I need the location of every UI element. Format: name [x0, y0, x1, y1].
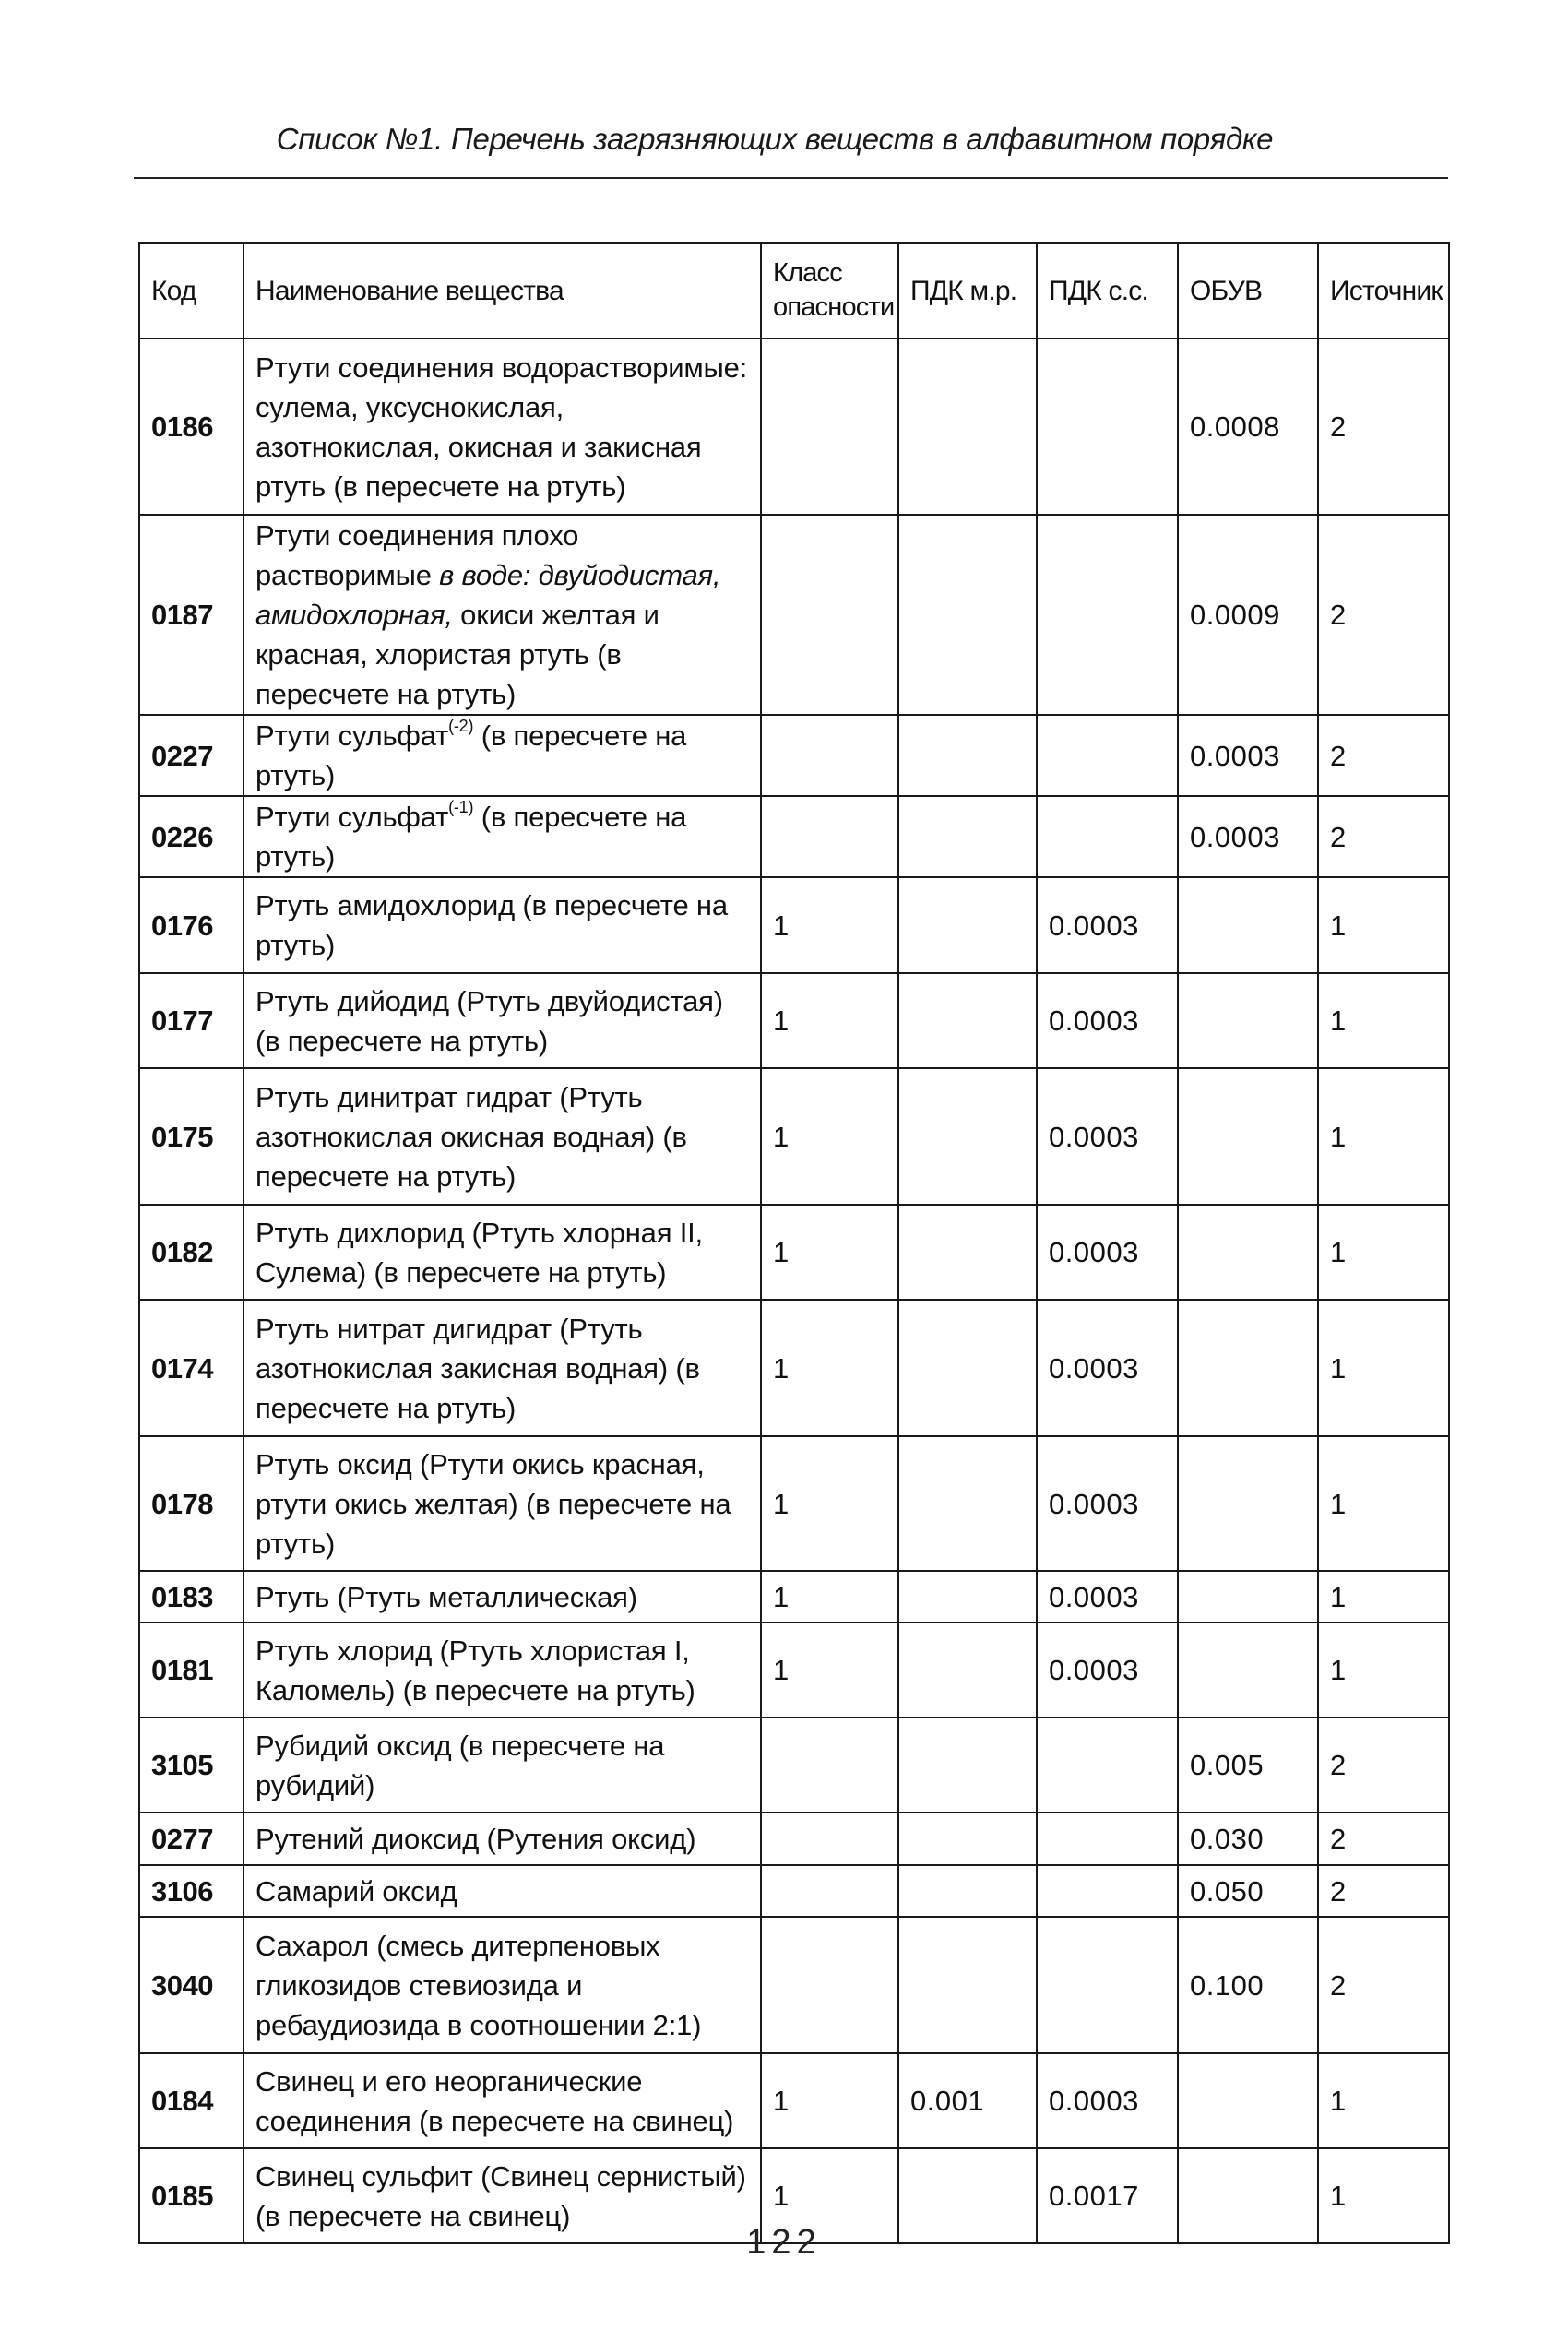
name-text: Ртути соединения плохо растворимые [255, 519, 579, 591]
cell-code: 0176 [139, 877, 244, 973]
table-row [139, 715, 1449, 796]
cell-pdk-mr [898, 1300, 1037, 1436]
name-text: (в пересчете на ртуть) [255, 719, 687, 791]
cell-code: 3040 [139, 1917, 244, 2053]
cell-code: 0175 [139, 1068, 244, 1205]
cell-source: 2 [1318, 1813, 1449, 1865]
cell-source: 1 [1318, 877, 1449, 973]
cell-obuv [1178, 1068, 1318, 1205]
cell-code: 0187 [139, 515, 244, 715]
cell-pdk-mr [898, 1718, 1037, 1813]
cell-hazard-class: 1 [761, 1068, 898, 1205]
cell-name: Ртуть дийодид (Ртуть двуйодистая) (в пересчете на ртуть) [244, 973, 761, 1068]
cell-code: 0182 [139, 1205, 244, 1300]
cell-obuv [1178, 1571, 1318, 1623]
cell-source: 1 [1318, 1300, 1449, 1436]
name-superscript: (-2) [448, 716, 474, 735]
table-row [139, 1571, 1449, 1623]
cell-source: 1 [1318, 1571, 1449, 1623]
cell-obuv: 0.0009 [1178, 515, 1318, 715]
cell-pdk-mr [898, 1436, 1037, 1571]
cell-hazard-class: 1 [761, 1571, 898, 1623]
cell-pdk-ss [1037, 339, 1178, 515]
cell-pdk-mr [898, 877, 1037, 973]
cell-hazard-class: 1 [761, 2148, 898, 2243]
cell-pdk-ss [1037, 1917, 1178, 2053]
table-row [139, 973, 1449, 1068]
cell-name [244, 796, 761, 877]
cell-source: 2 [1318, 715, 1449, 796]
cell-code: 0174 [139, 1300, 244, 1436]
cell-pdk-ss [1037, 1813, 1178, 1865]
cell-code: 0184 [139, 2053, 244, 2148]
cell-code: 0177 [139, 973, 244, 1068]
cell-name: Ртути соединения водорастворимые: сулема, уксуснокислая, азотнокислая, окисная и закисная ртуть (в пересчете на ртуть) [244, 339, 761, 515]
cell-code: 0277 [139, 1813, 244, 1865]
cell-source: 2 [1318, 1718, 1449, 1813]
cell-source: 1 [1318, 973, 1449, 1068]
cell-name: Сахарол (смесь дитерпеновых гликозидов стевиозида и ребаудиозида в соотношении 2:1) [244, 1917, 761, 2053]
table-row [139, 1865, 1449, 1917]
table-row [139, 1068, 1449, 1205]
cell-hazard-class [761, 1718, 898, 1813]
table-row [139, 1436, 1449, 1571]
cell-obuv [1178, 1436, 1318, 1571]
cell-source: 1 [1318, 1205, 1449, 1300]
cell-hazard-class [761, 1865, 898, 1917]
column-header-code: Код [139, 243, 244, 339]
column-header-source: Источник [1318, 243, 1449, 339]
cell-name [244, 515, 761, 715]
cell-pdk-mr [898, 515, 1037, 715]
cell-source: 1 [1318, 2148, 1449, 2243]
cell-pdk-mr [898, 973, 1037, 1068]
name-italic-text: в воде: двуйодистая, амидохлорная, [255, 559, 721, 631]
cell-pdk-ss: 0.0003 [1037, 973, 1178, 1068]
table-row [139, 1718, 1449, 1813]
cell-hazard-class [761, 1813, 898, 1865]
table-row [139, 1813, 1449, 1865]
cell-code: 0178 [139, 1436, 244, 1571]
cell-pdk-mr [898, 1205, 1037, 1300]
cell-pdk-ss: 0.0003 [1037, 877, 1178, 973]
column-header-obuv: ОБУВ [1178, 243, 1318, 339]
cell-pdk-mr [898, 1068, 1037, 1205]
page-title: Список №1. Перечень загрязняющих веществ в алфавитном порядке [276, 122, 1274, 156]
cell-pdk-mr [898, 1865, 1037, 1917]
cell-hazard-class: 1 [761, 1436, 898, 1571]
page-number: 122 [746, 2223, 822, 2262]
table-row [139, 1917, 1449, 2053]
cell-source: 1 [1318, 1623, 1449, 1718]
cell-obuv [1178, 2053, 1318, 2148]
cell-source: 2 [1318, 1865, 1449, 1917]
cell-pdk-ss: 0.0003 [1037, 1205, 1178, 1300]
cell-obuv [1178, 1623, 1318, 1718]
table-row [139, 877, 1449, 973]
cell-source: 1 [1318, 1436, 1449, 1571]
cell-source: 2 [1318, 339, 1449, 515]
cell-pdk-mr [898, 1813, 1037, 1865]
cell-hazard-class [761, 796, 898, 877]
cell-hazard-class [761, 1917, 898, 2053]
table-row [139, 1300, 1449, 1436]
cell-obuv: 0.100 [1178, 1917, 1318, 2053]
cell-source: 1 [1318, 2053, 1449, 2148]
cell-name: Ртуть хлорид (Ртуть хлористая I, Каломель) (в пересчете на ртуть) [244, 1623, 761, 1718]
cell-source: 2 [1318, 515, 1449, 715]
cell-name: Самарий оксид [244, 1865, 761, 1917]
cell-code: 0185 [139, 2148, 244, 2243]
column-header-name: Наименование вещества [244, 243, 761, 339]
table-row [139, 2053, 1449, 2148]
name-text: Ртути сульфат [255, 801, 449, 833]
cell-name: Ртуть дихлорид (Ртуть хлорная II, Сулема) (в пересчете на ртуть) [244, 1205, 761, 1300]
cell-source: 1 [1318, 1068, 1449, 1205]
name-superscript: (-1) [448, 797, 474, 816]
column-header-hazard-class: Класс опасности [761, 243, 898, 339]
cell-obuv: 0.0003 [1178, 796, 1318, 877]
cell-name: Ртуть динитрат гидрат (Ртуть азотнокислая окисная водная) (в пересчете на ртуть) [244, 1068, 761, 1205]
cell-code: 0227 [139, 715, 244, 796]
cell-pdk-ss: 0.0003 [1037, 1300, 1178, 1436]
cell-code: 0226 [139, 796, 244, 877]
cell-name: Свинец сульфит (Свинец сернистый) (в пересчете на свинец) [244, 2148, 761, 2243]
cell-pdk-ss: 0.0003 [1037, 1623, 1178, 1718]
cell-name: Ртуть (Ртуть металлическая) [244, 1571, 761, 1623]
substances-table [138, 242, 1450, 2244]
cell-obuv [1178, 1300, 1318, 1436]
cell-hazard-class: 1 [761, 1300, 898, 1436]
cell-hazard-class: 1 [761, 1205, 898, 1300]
cell-obuv: 0.030 [1178, 1813, 1318, 1865]
cell-pdk-ss [1037, 796, 1178, 877]
name-text: Ртути сульфат [255, 719, 449, 752]
cell-pdk-mr [898, 1917, 1037, 2053]
cell-name: Рубидий оксид (в пересчете на рубидий) [244, 1718, 761, 1813]
cell-code: 0181 [139, 1623, 244, 1718]
cell-code: 0186 [139, 339, 244, 515]
cell-pdk-ss [1037, 715, 1178, 796]
cell-hazard-class: 1 [761, 973, 898, 1068]
cell-pdk-mr [898, 715, 1037, 796]
table-row [139, 1623, 1449, 1718]
cell-pdk-ss: 0.0003 [1037, 1068, 1178, 1205]
cell-name: Ртуть амидохлорид (в пересчете на ртуть) [244, 877, 761, 973]
cell-hazard-class [761, 339, 898, 515]
cell-obuv: 0.050 [1178, 1865, 1318, 1917]
cell-code: 0183 [139, 1571, 244, 1623]
cell-pdk-mr [898, 1623, 1037, 1718]
cell-pdk-ss [1037, 1718, 1178, 1813]
cell-obuv: 0.0008 [1178, 339, 1318, 515]
cell-hazard-class: 1 [761, 2053, 898, 2148]
cell-pdk-mr: 0.001 [898, 2053, 1037, 2148]
cell-name: Рутений диоксид (Рутения оксид) [244, 1813, 761, 1865]
cell-name: Свинец и его неорганические соединения (в пересчете на свинец) [244, 2053, 761, 2148]
cell-source: 2 [1318, 1917, 1449, 2053]
cell-hazard-class: 1 [761, 1623, 898, 1718]
cell-pdk-ss: 0.0003 [1037, 2053, 1178, 2148]
cell-name: Ртуть оксид (Ртути окись красная, ртути окись желтая) (в пересчете на ртуть) [244, 1436, 761, 1571]
cell-name [244, 715, 761, 796]
cell-obuv [1178, 973, 1318, 1068]
cell-code: 3106 [139, 1865, 244, 1917]
cell-name: Ртуть нитрат дигидрат (Ртуть азотнокислая закисная водная) (в пересчете на ртуть) [244, 1300, 761, 1436]
cell-pdk-ss: 0.0003 [1037, 1436, 1178, 1571]
cell-hazard-class [761, 515, 898, 715]
cell-pdk-mr [898, 339, 1037, 515]
header-divider [134, 177, 1448, 179]
cell-obuv [1178, 877, 1318, 973]
cell-hazard-class [761, 715, 898, 796]
cell-source: 2 [1318, 796, 1449, 877]
column-header-pdk-mr: ПДК м.р. [898, 243, 1037, 339]
table-row [139, 796, 1449, 877]
table-row [139, 339, 1449, 515]
cell-code: 3105 [139, 1718, 244, 1813]
name-text: окиси желтая и красная, хлористая ртуть (в пересчете на ртуть) [255, 599, 659, 710]
table-row [139, 515, 1449, 715]
cell-pdk-mr [898, 796, 1037, 877]
cell-pdk-mr [898, 1571, 1037, 1623]
name-text: (в пересчете на ртуть) [255, 801, 687, 873]
cell-pdk-ss: 0.0017 [1037, 2148, 1178, 2243]
cell-obuv [1178, 1205, 1318, 1300]
cell-hazard-class: 1 [761, 877, 898, 973]
cell-obuv: 0.005 [1178, 1718, 1318, 1813]
cell-obuv: 0.0003 [1178, 715, 1318, 796]
table-row [139, 1205, 1449, 1300]
table-header-row [139, 243, 1449, 339]
cell-pdk-ss: 0.0003 [1037, 1571, 1178, 1623]
column-header-pdk-ss: ПДК с.с. [1037, 243, 1178, 339]
cell-pdk-ss [1037, 515, 1178, 715]
cell-pdk-ss [1037, 1865, 1178, 1917]
